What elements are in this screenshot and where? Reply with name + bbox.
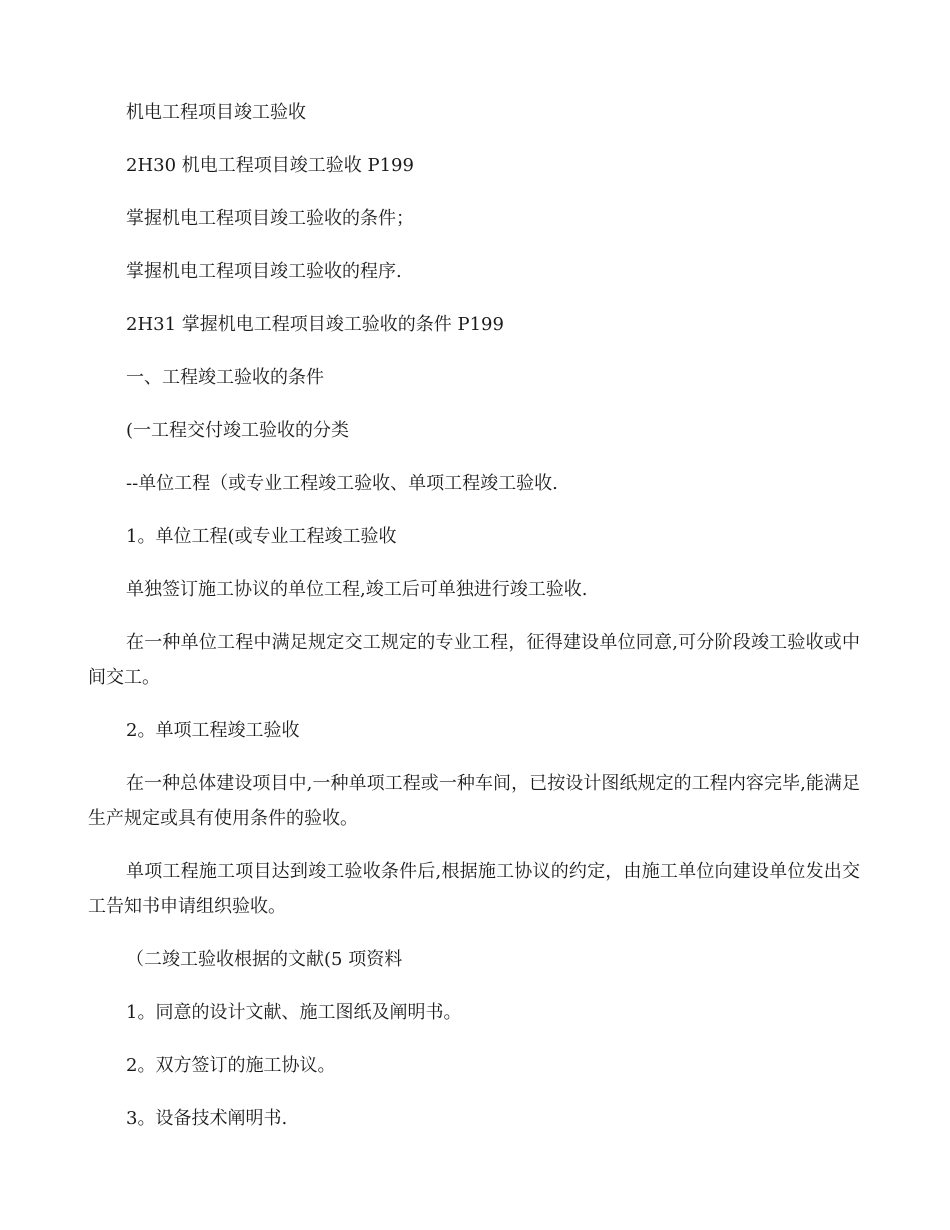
subheading: (一工程交付竣工验收的分类	[126, 420, 350, 441]
subheading: （二竣工验收根据的文献(5 项资料	[126, 949, 403, 970]
section-heading: 2H31 掌握机电工程项目竣工验收的条件 P199	[126, 314, 504, 335]
paragraph: 单独签订施工协议的单位工程,竣工后可单独进行竣工验收.	[126, 579, 588, 600]
paragraph: 单项工程施工项目达到竣工验收条件后,根据施工协议的约定，由施工单位向建设单位发出交工告知书申请组织验收。	[88, 861, 860, 917]
list-item: 2。双方签订的施工协议。	[126, 1055, 336, 1076]
list-item: 1。同意的设计文献、施工图纸及阐明书。	[126, 1002, 462, 1023]
paragraph: 掌握机电工程项目竣工验收的程序.	[126, 261, 402, 282]
subheading: 一、工程竣工验收的条件	[126, 367, 324, 388]
doc-title: 机电工程项目竣工验收	[126, 102, 306, 123]
paragraph: 在一种单位工程中满足规定交工规定的专业工程，征得建设单位同意,可分阶段竣工验收或中间交工。	[88, 632, 860, 688]
paragraph: --单位工程（或专业工程竣工验收、单项工程竣工验收.	[126, 473, 558, 494]
section-heading: 2H30 机电工程项目竣工验收 P199	[126, 155, 414, 176]
list-item: 1。单位工程(或专业工程竣工验收	[126, 526, 397, 547]
paragraph: 在一种总体建设项目中,一种单项工程或一种车间，已按设计图纸规定的工程内容完毕,能满足生产规定或具有使用条件的验收。	[88, 773, 860, 829]
list-item: 2。单项工程竣工验收	[126, 720, 300, 741]
paragraph: 掌握机电工程项目竣工验收的条件；	[126, 208, 414, 229]
list-item: 3。设备技术阐明书.	[126, 1108, 288, 1129]
document-body	[88, 95, 860, 1154]
